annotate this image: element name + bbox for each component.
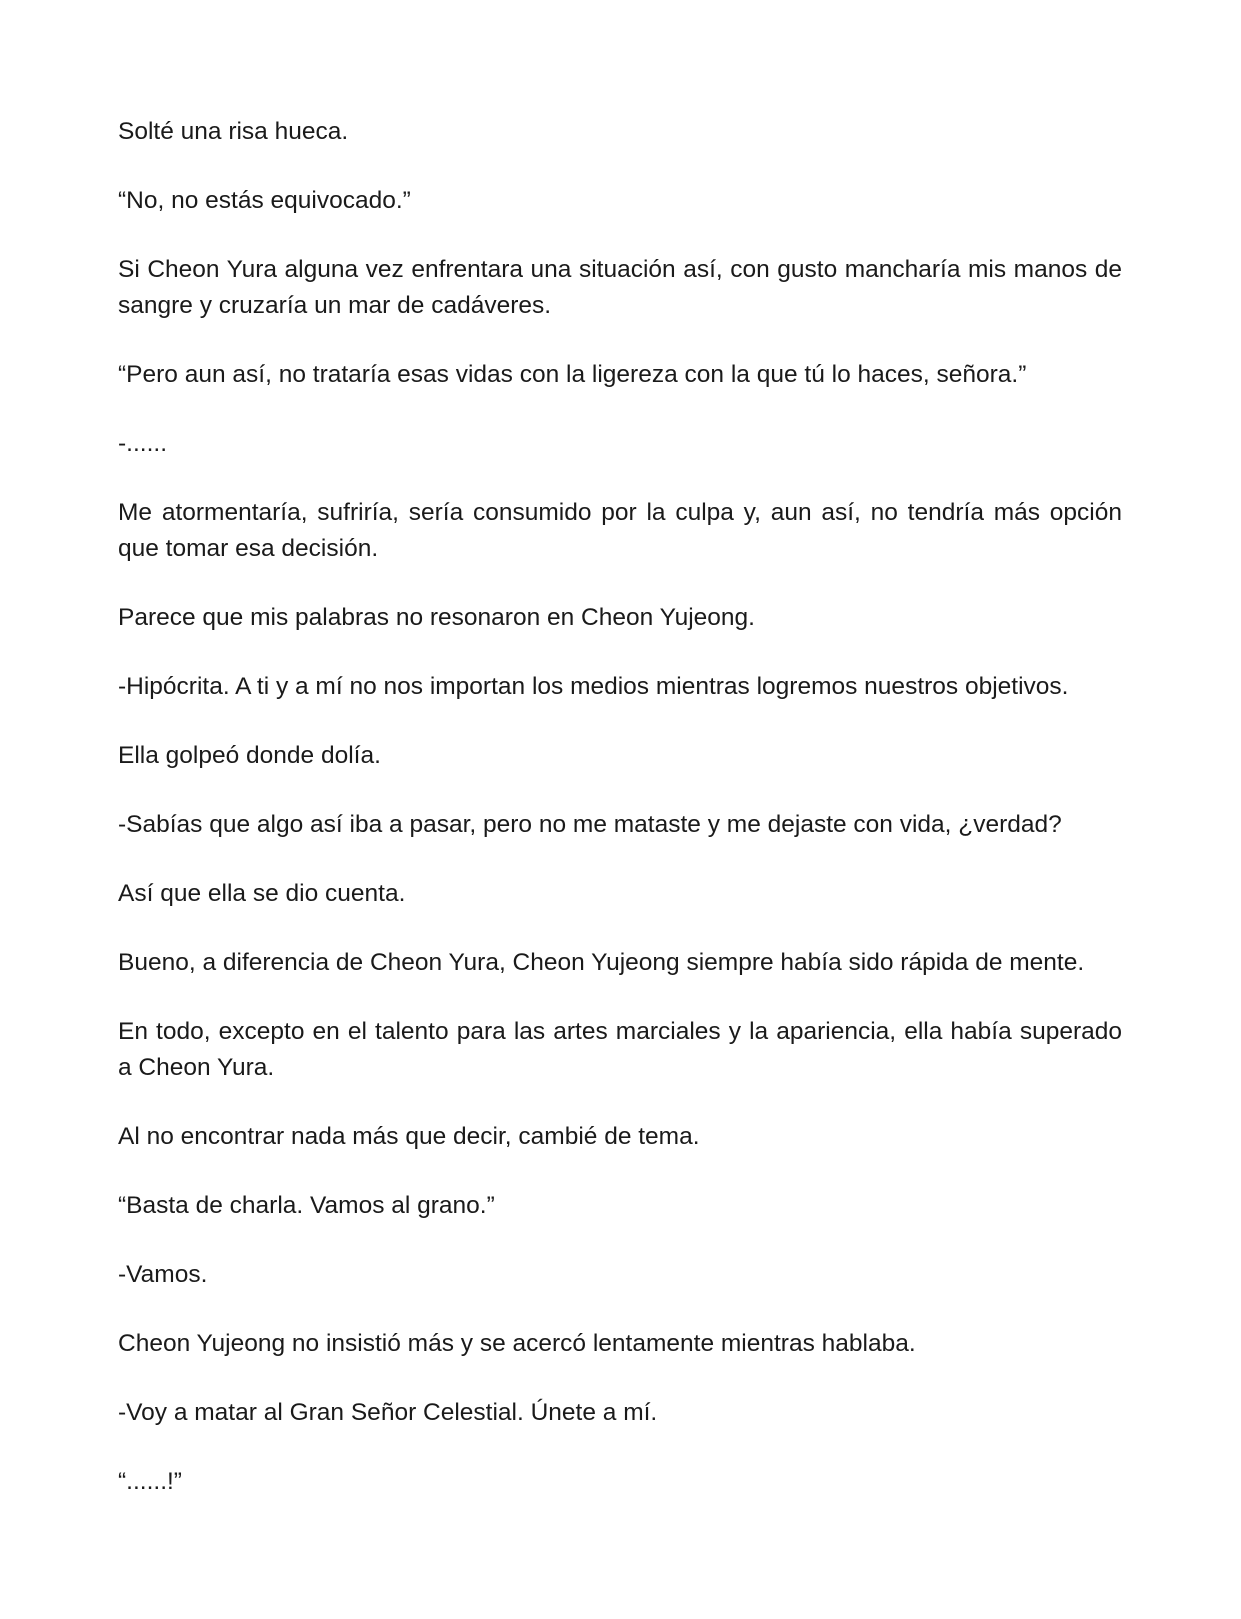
paragraph: Si Cheon Yura alguna vez enfrentara una situación así, con gusto mancharía mis manos de sangre y cruzaría un mar de cadáveres. bbox=[118, 256, 1122, 319]
paragraph: Bueno, a diferencia de Cheon Yura, Cheon Yujeong siempre había sido rápida de mente. bbox=[118, 949, 1085, 976]
paragraph: Así que ella se dio cuenta. bbox=[118, 880, 406, 907]
paragraph: “Pero aun así, no trataría esas vidas con la ligereza con la que tú lo haces, señora.” bbox=[118, 361, 1027, 388]
paragraph: -...... bbox=[118, 430, 167, 457]
paragraph: Solté una risa hueca. bbox=[118, 118, 349, 145]
paragraph: “......!” bbox=[118, 1468, 182, 1495]
paragraph: -Hipócrita. A ti y a mí no nos importan los medios mientras logremos nuestros objetivos. bbox=[118, 673, 1069, 700]
paragraph: -Voy a matar al Gran Señor Celestial. Únete a mí. bbox=[118, 1399, 658, 1426]
paragraph: “No, no estás equivocado.” bbox=[118, 187, 411, 214]
paragraph: Cheon Yujeong no insistió más y se acercó lentamente mientras hablaba. bbox=[118, 1330, 916, 1357]
paragraph: -Vamos. bbox=[118, 1261, 208, 1288]
paragraph: Al no encontrar nada más que decir, cambié de tema. bbox=[118, 1123, 700, 1150]
paragraph: Me atormentaría, sufriría, sería consumido por la culpa y, aun así, no tendría más opción que tomar esa decisión. bbox=[118, 499, 1122, 562]
paragraph: “Basta de charla. Vamos al grano.” bbox=[118, 1192, 495, 1219]
document-page bbox=[118, 114, 1122, 1500]
paragraph: -Sabías que algo así iba a pasar, pero no me mataste y me dejaste con vida, ¿verdad? bbox=[118, 811, 1062, 838]
paragraph: Parece que mis palabras no resonaron en Cheon Yujeong. bbox=[118, 604, 755, 631]
paragraph: En todo, excepto en el talento para las artes marciales y la apariencia, ella había superado a Cheon Yura. bbox=[118, 1018, 1122, 1081]
paragraph: Ella golpeó donde dolía. bbox=[118, 742, 381, 769]
